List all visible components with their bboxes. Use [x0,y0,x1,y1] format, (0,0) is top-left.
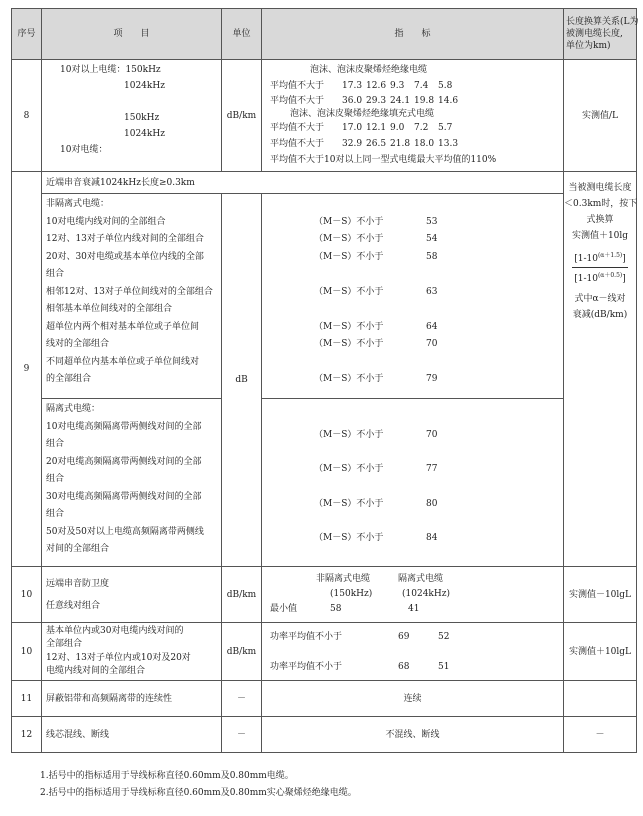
table-header-row [12,9,637,60]
row8-spec-title: 泡沫、泡沫皮聚烯烃绝缘填充式电缆 [290,109,435,119]
row10a-item: 远端串音防卫度 任意线对组合 [42,567,222,623]
header-item: 项 目 [42,9,222,60]
row12-unit: － [222,717,262,753]
row8-spec-note: 平均值不大于10对以上同一型式电缆最大平均值的110% [270,155,497,165]
row8-spec-row: 平均值不大于 17.3 12.6 9.3 7.4 5.8 [270,81,453,91]
row9-conv-fraction: $\frac{[1-10^{(\alpha+1.5)}]}{[1-10^{(\alpha+0.5)}]}$ [572,248,628,287]
row8-spec-row: 平均值不大于 17.0 12.1 9.0 7.2 5.7 [270,123,453,133]
row9-isolated-items: 隔离式电缆： 10对电缆高频隔离带两侧线对间的全部 组合 20对电缆高频隔离带两侧线对间的全部 组合 30对电缆高频隔离带两侧线对间的全部 组合 50对及50对以上电缆高频隔离带两侧线 对间的全部组合 [42,399,222,567]
row8-item-line: 10对电缆： [60,145,108,155]
row8-no: 8 [12,60,42,172]
table-row-12 [12,717,637,753]
row9-nonisolated-values: （M－S）不小于 53 （M－S）不小于 54 （M－S）不小于 58 （M－S）不小于 63 （M－S）不小于 64 （M－S）不小于 70 （M－S）不小于 79 [262,194,564,399]
row10a-conv: 实测值－10lgL [564,567,637,623]
row9-no: 9 [12,172,42,567]
spec-table [11,8,637,753]
footnote-1: 1.括号中的指标适用于导线标称直径0.60mm及0.80mm电缆。 [40,771,294,781]
row11-conv [564,681,637,717]
header-conv-line: 长度换算关系(L为 [566,17,639,27]
row10b-item: 基本单位内或30对电缆内线对间的 全部组合 12对、13对子单位内或10对及20对 电缆内线对间的全部组合 [42,623,222,681]
row10a-spec: 非隔离式电缆 隔离式电缆 (150kHz) (1024kHz) 最小值 58 41 [262,567,564,623]
row9-conv: 当被测电缆长度 ＜0.3km时，按下 式换算 实测值＋10lg $\frac{[1-10^{(\alpha+1.5)}]}{[1-10^{(\alpha+0.5)}]}$ 式中α－线对 衰减(dB/km) [564,172,637,567]
row9-isolated-values: （M－S）不小于 70 （M－S）不小于 77 （M－S）不小于 80 （M－S）不小于 84 [262,399,564,567]
row8-spec-title: 泡沫、泡沫皮聚烯烃绝缘电缆 [310,65,428,75]
table-row-9-nonisolated [12,194,637,399]
table-row-11 [12,681,637,717]
header-conv-line: 被测电缆长度, [566,29,623,39]
footnotes [40,768,357,802]
row8-unit: dB/km [222,60,262,172]
header-conv-line: 单位为km) [566,41,611,51]
row12-no: 12 [12,717,42,753]
header-conversion [564,9,637,60]
footnote-2: 2.括号中的指标适用于导线标称直径0.60mm及0.80mm实心聚烯烃绝缘电缆。 [40,788,357,798]
row12-item: 线芯混线、断线 [42,717,222,753]
row8-spec [262,60,564,172]
header-spec: 指 标 [262,9,564,60]
row8-item-line: 10对以上电缆：150kHz [60,65,161,75]
row12-conv: － [564,717,637,753]
row10a-unit: dB/km [222,567,262,623]
row11-item: 屏蔽铝带和高频隔离带的连续性 [42,681,222,717]
row11-unit: － [222,681,262,717]
row10a-no: 10 [12,567,42,623]
row9-nonisolated-items: 非隔离式电缆： 10对电缆内线对间的全部组合 12对、13对子单位内线对间的全部组合 20对、30对电缆或基本单位内线的全部 组合 相邻12对、13对子单位间线对的全部组合 相邻基本单位间线对的全部组合 超单位内两个相对基本单位或子单位间 线对的全部组合 不同超单位内基本单位或子单位间线对 的全部组合 [42,194,222,399]
row8-item-line: 1024kHz [124,129,165,139]
row9-top-label: 近端串音衰减1024kHz长度≥0.3km [42,172,564,194]
row8-conv: 实测值/L [564,60,637,172]
table-row-10b [12,623,637,681]
row11-no: 11 [12,681,42,717]
row12-spec: 不混线、断线 [262,717,564,753]
row10b-spec: 功率平均值不小于 69 52 功率平均值不小于 68 51 [262,623,564,681]
table-row-10a [12,567,637,623]
row8-item-line: 1024kHz [124,81,165,91]
row8-item [42,60,222,172]
table-row-9-top [12,172,637,194]
row8-item-line: 150kHz [124,113,160,123]
row9-unit: dB [222,194,262,567]
row11-spec: 连续 [262,681,564,717]
row10b-unit: dB/km [222,623,262,681]
header-unit: 单位 [222,9,262,60]
row8-spec-row: 平均值不大于 32.9 26.5 21.8 18.0 13.3 [270,139,459,149]
table-row-9-isolated [12,399,637,567]
table-row-8 [12,60,637,172]
row10b-conv: 实测值＋10lgL [564,623,637,681]
header-no: 序号 [12,9,42,60]
row10b-no: 10 [12,623,42,681]
row8-spec-row: 平均值不大于 36.0 29.3 24.1 19.8 14.6 [270,96,459,106]
